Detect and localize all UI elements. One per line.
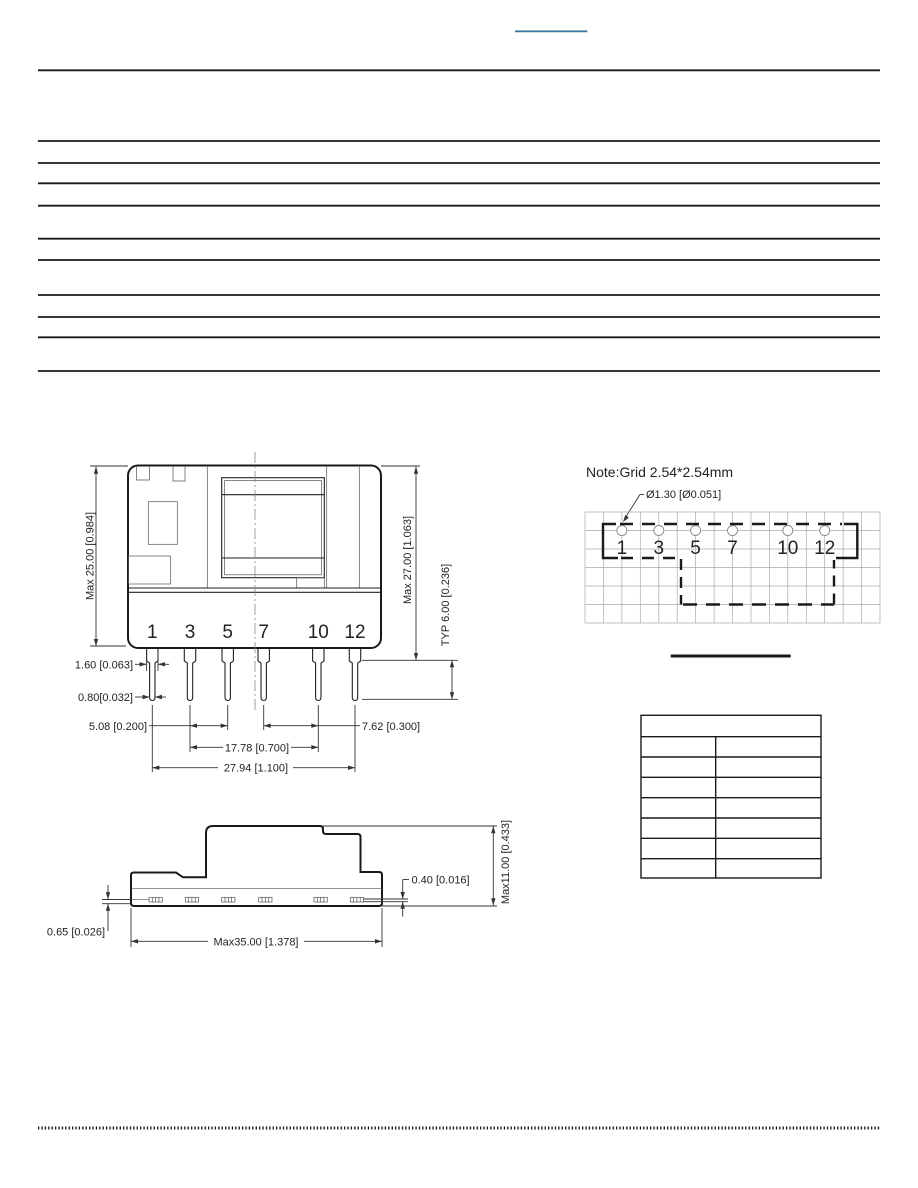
top-view-pin-label-1: 1 [147, 622, 158, 643]
dim-pin-width-narrow [135, 695, 166, 699]
hole-diameter-label: Ø1.30 [Ø0.051] [646, 489, 722, 501]
dim-pin-length-label: TYP 6.00 [0.236] [440, 563, 452, 647]
side-profile [131, 826, 382, 906]
pin-hole [820, 526, 830, 536]
hole-leader [625, 495, 641, 520]
pin-pad [149, 897, 162, 902]
dim-pin-pad [102, 885, 131, 931]
outline-corner-right [836, 524, 857, 558]
pin [258, 648, 269, 701]
component-step [297, 578, 325, 588]
notch [173, 466, 185, 481]
top-view-pin-label-12: 12 [344, 622, 366, 643]
component-rect [129, 556, 171, 584]
footprint-pin-label-7: 7 [727, 538, 738, 559]
dim-span-total-label: 27.94 [1.100] [223, 762, 289, 775]
component-rect [148, 502, 177, 545]
pin-pad [259, 897, 272, 902]
top-view-pin-label-3: 3 [184, 622, 196, 643]
pin-pad [350, 897, 363, 902]
dim-side-height-label: Max11.00 [0.433] [500, 819, 512, 905]
footprint-pin-label-3: 3 [653, 538, 665, 559]
top-view-pin-label-7: 7 [258, 622, 269, 643]
footprint-note: Note:Grid 2.54*2.54mm [586, 464, 734, 480]
dim-pitch-small-label: 5.08 [0.200] [88, 721, 147, 733]
top-view-pin-label-5: 5 [222, 622, 233, 643]
footprint-diagram [585, 464, 880, 656]
top-view-drawing [75, 452, 458, 775]
pin-pad [222, 897, 235, 902]
pin [147, 648, 158, 701]
pin-hole [728, 526, 738, 536]
dim-pin-width-wide [135, 650, 169, 671]
dim-standoff-label: 0.40 [0.016] [411, 874, 470, 887]
transformer-outline [222, 478, 325, 578]
spec-table-rules [38, 70, 880, 371]
dim-span-3-10-label: 17.78 [0.700] [224, 742, 290, 755]
dim-height-left-label: Max 25.00 [0.984] [84, 511, 97, 601]
footprint-outline [603, 524, 857, 605]
dim-height-right-label: Max 27.00 [1.063] [402, 515, 414, 605]
dim-pin-width-narrow-label: 0.80[0.032] [77, 692, 133, 704]
dim-pitch-small [149, 724, 228, 728]
pin [184, 648, 195, 701]
dim-pin-width-wide-label: 1.60 [0.063] [74, 659, 133, 672]
footprint-pin-label-1: 1 [616, 538, 628, 559]
pins [147, 648, 361, 701]
footprint-pin-label-12: 12 [814, 538, 836, 559]
table-border [641, 715, 821, 878]
pin-hole [654, 526, 664, 536]
pin-pad [185, 897, 198, 902]
dim-pin-length [362, 660, 458, 699]
footprint-pin-label-10: 10 [777, 538, 799, 559]
pin-hole [617, 526, 627, 536]
connection-table [641, 715, 821, 878]
pin-hole [691, 526, 701, 536]
hole-leader-arrow [623, 515, 629, 522]
side-view-drawing [47, 820, 512, 948]
pin [222, 648, 233, 701]
pin [313, 648, 324, 701]
notch [137, 466, 150, 480]
pin-pads [131, 897, 364, 902]
dim-pitch-7-10 [264, 724, 360, 728]
top-view-pin-label-10: 10 [307, 622, 329, 643]
dim-pin-pad-label: 0.65 [0.026] [46, 926, 105, 939]
footprint-pin-label-5: 5 [690, 538, 701, 559]
dim-standoff [364, 880, 409, 917]
package-outline [128, 466, 381, 649]
pin-hole [783, 526, 793, 536]
pin [349, 648, 360, 701]
dim-pitch-7-10-label: 7.62 [0.300] [362, 721, 421, 733]
pin-pad [314, 897, 327, 902]
dim-side-width-label: Max35.00 [1.378] [213, 936, 299, 949]
dim-side-height [323, 826, 497, 906]
